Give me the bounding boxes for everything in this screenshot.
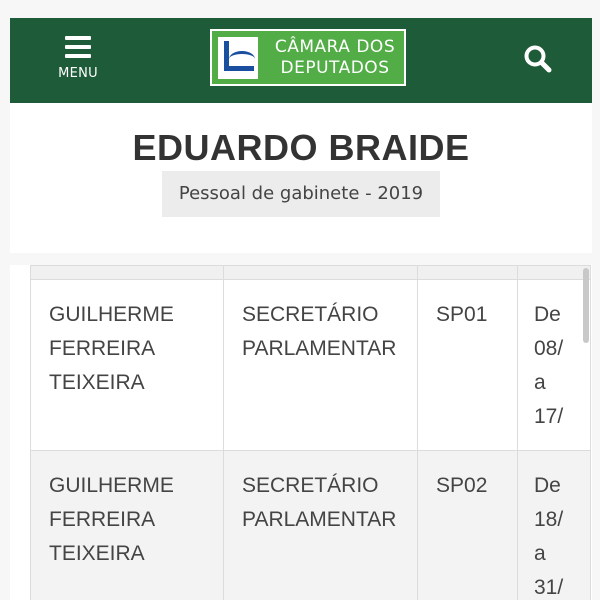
- cell-level: SP02: [418, 451, 518, 600]
- site-header: [10, 18, 592, 103]
- search-button[interactable]: [522, 43, 554, 75]
- deputy-title-card: [10, 103, 592, 253]
- page-subtitle: Pessoal de gabinete - 2019: [162, 171, 440, 217]
- cell-period: De 18/ a 31/: [518, 451, 591, 600]
- logo-line-2: DEPUTADOS: [280, 58, 390, 78]
- menu-button[interactable]: [48, 32, 108, 92]
- menu-label: MENU: [58, 66, 98, 81]
- table-row: [31, 280, 591, 451]
- staff-table-card: [10, 265, 592, 600]
- table-row: [31, 451, 591, 600]
- cell-role: SECRETÁRIO PARLAMENTAR: [224, 451, 418, 600]
- staff-table: [30, 265, 591, 600]
- logo-text: [264, 37, 406, 79]
- search-icon: [522, 43, 554, 75]
- page-title: EDUARDO BRAIDE: [132, 127, 470, 168]
- cell-name: GUILHERME FERREIRA TEIXEIRA: [31, 280, 224, 451]
- cell-level: SP01: [418, 280, 518, 451]
- cell-name: GUILHERME FERREIRA TEIXEIRA: [31, 451, 224, 600]
- cell-period: De 08/ a 17/: [518, 280, 591, 451]
- camara-logo[interactable]: [210, 29, 406, 86]
- table-header-row: [31, 266, 591, 280]
- hamburger-icon: [65, 36, 91, 58]
- scrollbar-thumb[interactable]: [583, 268, 589, 343]
- cell-role: SECRETÁRIO PARLAMENTAR: [224, 280, 418, 451]
- camara-logo-icon: [218, 37, 258, 79]
- logo-line-1: CÂMARA DOS: [274, 37, 396, 57]
